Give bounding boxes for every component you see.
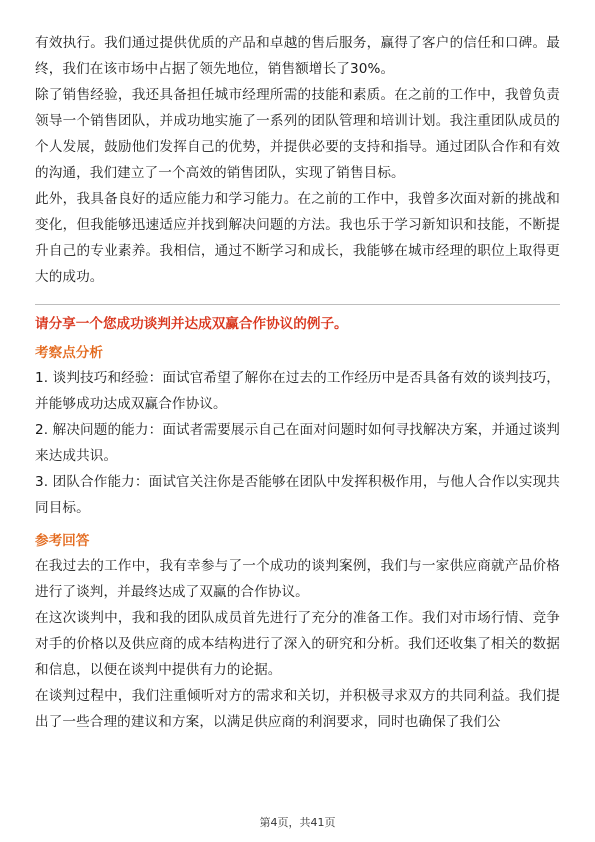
answer-section xyxy=(35,529,560,735)
analysis-section xyxy=(35,341,560,521)
page-footer: 第4页，共41页 xyxy=(259,816,336,829)
paragraph: 有效执行。我们通过提供优质的产品和卓越的售后服务，赢得了客户的信任和口碑。最终，我们在该市场中占据了领先地位，销售额增长了30%。 xyxy=(35,35,560,77)
answer-heading: 参考回答 xyxy=(35,533,90,549)
question-title: 请分享一个您成功谈判并达成双赢合作协议的例子。 xyxy=(35,316,348,332)
answer-paragraph: 在这次谈判中，我和我的团队成员首先进行了充分的准备工作。我们对市场行情、竞争对手的价格以及供应商的成本结构进行了深入的研究和分析。我们还收集了相关的数据和信息，以便在谈判中提供有力的论据。 xyxy=(35,610,560,678)
analysis-item: 3. 团队合作能力：面试官关注你是否能够在团队中发挥积极作用，与他人合作以实现共同目标。 xyxy=(35,474,560,516)
paragraph: 除了销售经验，我还具备担任城市经理所需的技能和素质。在之前的工作中，我曾负责领导一个销售团队，并成功地实施了一系列的团队管理和培训计划。我注重团队成员的个人发展，鼓励他们发挥自己的优势，并提供必要的支持和指导。通过团队合作和有效的沟通，我们建立了一个高效的销售团队，实现了销售目标。 xyxy=(35,87,560,181)
answer-paragraph: 在我过去的工作中，我有幸参与了一个成功的谈判案例，我们与一家供应商就产品价格进行了谈判，并最终达成了双赢的合作协议。 xyxy=(35,558,560,600)
answer-paragraph: 在谈判过程中，我们注重倾听对方的需求和关切，并积极寻求双方的共同利益。我们提出了一些合理的建议和方案，以满足供应商的利润要求，同时也确保了我们公 xyxy=(35,688,560,730)
analysis-item: 2. 解决问题的能力：面试者需要展示自己在面对问题时如何寻找解决方案，并通过谈判来达成共识。 xyxy=(35,422,560,464)
section-divider xyxy=(35,304,560,305)
analysis-heading: 考察点分析 xyxy=(35,345,103,361)
intro-section xyxy=(35,30,560,290)
analysis-item: 1. 谈判技巧和经验：面试官希望了解你在过去的工作经历中是否具备有效的谈判技巧，并能够成功达成双赢合作协议。 xyxy=(35,370,560,412)
document-page xyxy=(35,30,560,735)
paragraph: 此外，我具备良好的适应能力和学习能力。在之前的工作中，我曾多次面对新的挑战和变化，但我能够迅速适应并找到解决问题的方法。我也乐于学习新知识和技能，不断提升自己的专业素养。我相信，通过不断学习和成长，我能够在城市经理的职位上取得更大的成功。 xyxy=(35,191,560,285)
